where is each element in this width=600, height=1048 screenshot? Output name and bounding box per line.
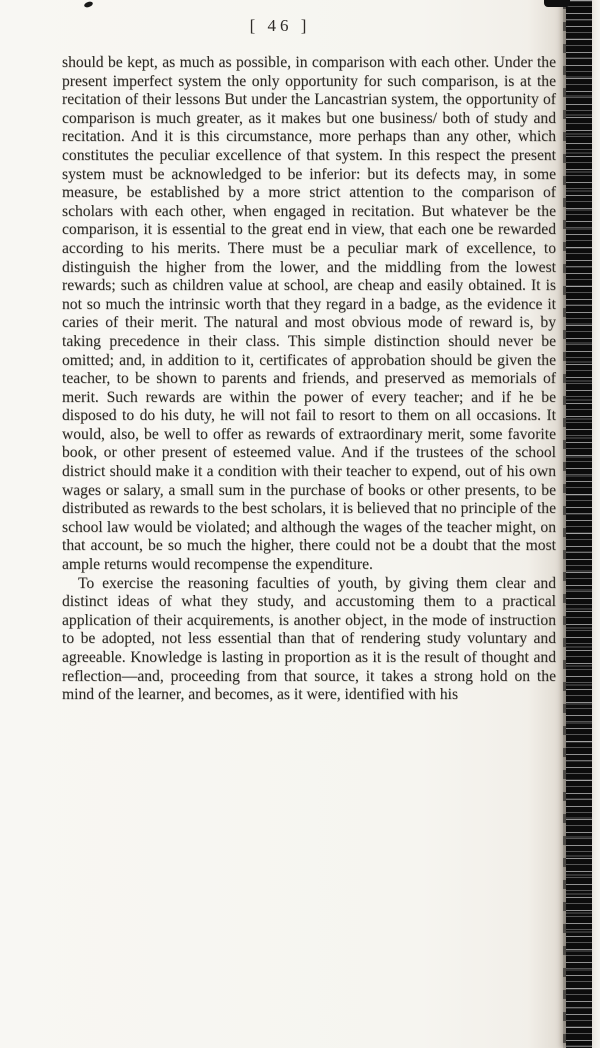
page-header xyxy=(0,16,560,36)
paragraph: should be kept, as much as possible, in comparison with each other. Under the present imperfect system the only opportunity for such comparison, is at the recitation of their lessons But under the Lancastrian system, the opportunity of comparison is much greater, as it makes but one business/ both of study and recitation. And it is this circumstance, more perhaps than any other, which constitutes the peculiar excellence of that system. In this respect the present system must be acknowledged to be inferior: but its defects may, in some measure, be established by a more strict attention to the comparison of scholars with each other, when engaged in recitation. But whatever be the comparison, it is essential to the great end in view, that each one be rewarded according to his merits. There must be a peculiar mark of excellence, to distinguish the higher from the lower, and the middling from the lowest rewards; such as children value at school, are cheap and easily obtained. It is not so much the intrinsic worth that they regard in a badge, as the evidence it caries of their merit. The natural and most obvious mode of reward is, by taking precedence in their class. This simple distinction should never be omitted; and, in addition to it, certificates of approbation should be given the teacher, to be shown to parents and friends, and preserved as memorials of merit. Such rewards are within the power of every teacher; and if he be disposed to do his duty, he will not fail to resort to them on all occasions. It would, also, be well to offer as rewards of extraordinary merit, some favorite book, or other present of esteemed value. And if the trustees of the school district should make it a condition with their teacher to expend, out of his own wages or salary, a small sum in the purchase of books or other presents, to be distributed as rewards to the best scholars, it is believed that no principle of the school law would be violated; and although the wages of the teacher might, on that account, be so much the higher, there could not be a doubt that the most ample returns would recompense the expenditure. xyxy=(62,54,556,574)
scan-blemish xyxy=(544,0,570,7)
body-text xyxy=(62,54,556,705)
paragraph: To exercise the reasoning faculties of youth, by giving them clear and distinct ideas of what they study, and accustoming them to a practical application of their acquirements, is another object, in the mode of instruction to be adopted, not less essential than that of rendering study voluntary and agreeable. Knowledge is lasting in proportion as it is the result of thought and reflection—and, proceeding from that source, it takes a strong hold on the mind of the learner, and becomes, as it were, identified with his xyxy=(62,574,556,704)
page-number: [ 46 ] xyxy=(249,16,311,35)
scan-blemish xyxy=(83,1,93,9)
book-binding-scan-strip xyxy=(566,0,592,1048)
